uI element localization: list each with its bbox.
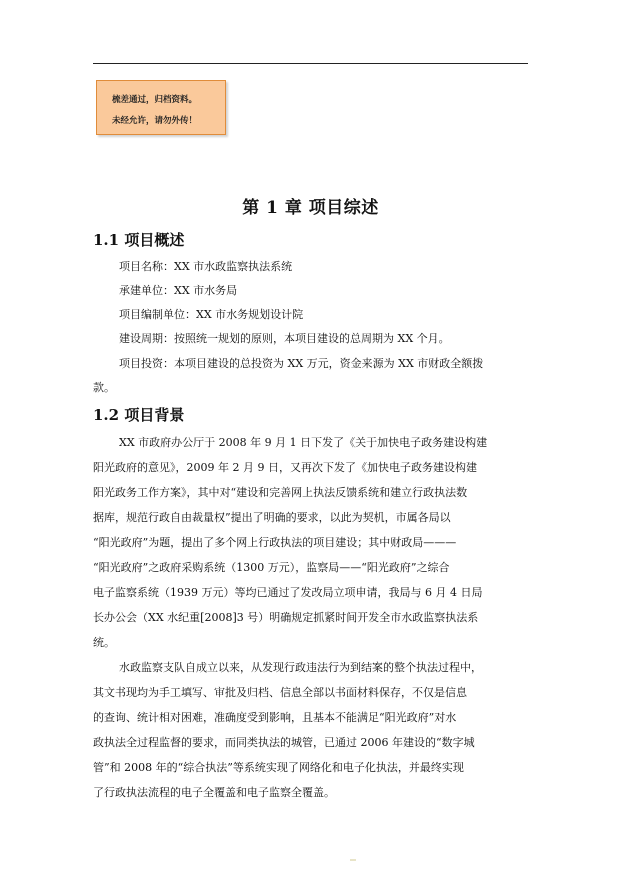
- background-para1-line: XX 市政府办公厅于 2008 年 9 月 1 日下发了《关于加快电子政务建设构建: [119, 436, 488, 449]
- page-mark: [350, 859, 356, 861]
- background-para1-line: 长办公会（XX 水纪重[2008]3 号）明确规定抓紧时间开发全市水政监察执法系: [93, 611, 479, 624]
- notice-stamp: [96, 80, 226, 135]
- header-rule: [93, 63, 528, 64]
- chapter-title: 第 1 章 项目综述: [242, 198, 379, 218]
- background-para2-line: 其文书现均为手工填写、审批及归档、信息全部以书面材料保存，不仅是信息: [93, 686, 467, 699]
- notice-line-1: 梳差通过，归档资料。: [112, 95, 198, 105]
- overview-line: 款。: [93, 381, 115, 394]
- overview-line: 项目投资：本项目建设的总投资为 XX 万元，资金来源为 XX 市财政全额拨: [119, 357, 484, 370]
- background-para1-line: 阳光政务工作方案》，其中对“建设和完善网上执法反馈系统和建立行政执法数: [93, 486, 468, 499]
- overview-line: 项目编制单位：XX 市水务规划设计院: [119, 308, 304, 321]
- section-heading-background: 1.2 项目背景: [93, 406, 185, 424]
- background-para2-line: 水政监察支队自成立以来，从发现行政违法行为到结案的整个执法过程中，: [119, 661, 482, 674]
- background-para1-line: “阳光政府”为题，提出了多个网上行政执法的项目建设；其中财政局———: [93, 536, 457, 549]
- background-para1-line: 阳光政府的意见》，2009 年 2 月 9 日，又再次下发了《加快电子政务建设构建: [93, 461, 477, 474]
- background-para2-line: 了行政执法流程的电子全覆盖和电子监察全覆盖。: [93, 786, 335, 799]
- background-para1-line: 据库，规范行政自由裁量权”提出了明确的要求，以此为契机，市属各局以: [93, 511, 451, 524]
- background-para1-line: 电子监察系统（1939 万元）等均已通过了发改局立项申请，我局与 6 月 4 日局: [93, 586, 483, 599]
- notice-line-2: 未经允许，请勿外传！: [112, 116, 198, 126]
- background-para1-line: “阳光政府”之政府采购系统（1300 万元），监察局——“阳光政府”之综合: [93, 561, 450, 574]
- overview-line: 项目名称：XX 市水政监察执法系统: [119, 260, 293, 273]
- background-para2-line: 的查询、统计相对困难，准确度受到影响，且基本不能满足“阳光政府”对水: [93, 711, 457, 724]
- overview-line: 承建单位：XX 市水务局: [119, 284, 238, 297]
- overview-line: 建设周期：按照统一规划的原则，本项目建设的总周期为 XX 个月。: [119, 332, 450, 345]
- background-para2-line: 政执法全过程监督的要求，而同类执法的城管，已通过 2006 年建设的“数字城: [93, 736, 475, 749]
- section-heading-overview: 1.1 项目概述: [93, 231, 185, 249]
- background-para2-line: 管”和 2008 年的“综合执法”等系统实现了网络化和电子化执法，并最终实现: [93, 761, 464, 774]
- background-para1-line: 统。: [93, 636, 115, 649]
